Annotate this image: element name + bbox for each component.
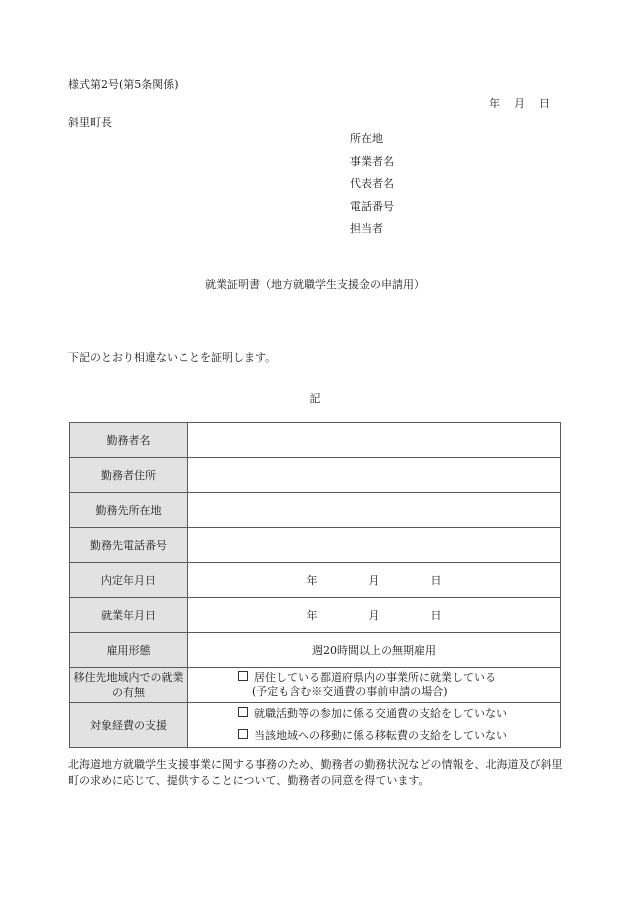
table-row: [70, 633, 561, 668]
table-row: [70, 563, 561, 598]
start-year-label: 年: [306, 609, 318, 622]
ki-heading: 記: [309, 392, 321, 405]
worker-address-label: 勤務者住所: [70, 458, 188, 493]
representative-label: 代表者名: [350, 177, 394, 190]
start-date-label: 就業年月日: [70, 598, 188, 633]
consent-note: 北海道地方就職学生支援事業に関する事務のため、勤務者の勤務状況などの情報を、北海道及び斜里町の求めに応じて、提供することについて、勤務者の同意を得ています。: [68, 758, 563, 787]
relocation-expense-checkbox[interactable]: [238, 729, 248, 739]
relocation-label: 移住先地域内での就業の有無: [70, 668, 188, 703]
workplace-phone-label: 勤務先電話番号: [70, 528, 188, 563]
certification-statement: 下記のとおり相違ないことを証明します。: [68, 351, 277, 364]
worker-address-field[interactable]: [188, 458, 561, 493]
table-row: [70, 703, 561, 748]
table-row: [70, 528, 561, 563]
company-info-block: [350, 132, 394, 245]
offer-day-label: 日: [430, 574, 442, 587]
date-month-label: 月: [514, 97, 525, 110]
table-row: [70, 668, 561, 703]
expense-option-1: [238, 703, 560, 725]
start-day-label: 日: [430, 609, 442, 622]
relocation-note: (予定も含む※交通費の事前申請の場合): [252, 685, 448, 698]
table-row: [70, 423, 561, 458]
worker-name-field[interactable]: [188, 423, 561, 458]
start-date-field[interactable]: [188, 598, 561, 633]
offer-year-label: 年: [306, 574, 318, 587]
workplace-phone-field[interactable]: [188, 528, 561, 563]
employment-type-label: 雇用形態: [70, 633, 188, 668]
document-title: 就業証明書（地方就職学生支援金の申請用）: [205, 278, 425, 291]
table-row: [70, 458, 561, 493]
relocation-option: [238, 671, 560, 685]
expense-support-label: 対象経費の支援: [70, 703, 188, 748]
contact-person-label: 担当者: [350, 222, 383, 235]
offer-date-field[interactable]: [188, 563, 561, 598]
workplace-address-label: 勤務先所在地: [70, 493, 188, 528]
form-number-label: 様式第2号(第5条関係): [68, 78, 179, 91]
addressee: 斜里町長: [68, 116, 112, 129]
offer-month-label: 月: [368, 574, 380, 587]
start-month-label: 月: [368, 609, 380, 622]
table-row: [70, 493, 561, 528]
date-year-label: 年: [489, 97, 500, 110]
issue-date-line: [489, 95, 550, 111]
offer-date-label: 内定年月日: [70, 563, 188, 598]
relocation-cell: [188, 668, 561, 703]
expense-option-2: [238, 725, 560, 747]
company-location-label: 所在地: [350, 132, 383, 145]
employment-type-value: 週20時間以上の無期雇用: [188, 633, 561, 668]
transport-checkbox[interactable]: [238, 707, 248, 717]
relocation-checkbox[interactable]: [238, 671, 248, 681]
expense-option-1-text: 就職活動等の参加に係る交通費の支給をしていない: [254, 707, 507, 720]
worker-name-label: 勤務者名: [70, 423, 188, 458]
date-day-label: 日: [539, 97, 550, 110]
phone-label: 電話番号: [350, 199, 394, 213]
table-row: [70, 598, 561, 633]
expense-support-cell: [188, 703, 561, 748]
workplace-address-field[interactable]: [188, 493, 561, 528]
expense-option-2-text: 当該地域への移動に係る移転費の支給をしていない: [254, 729, 507, 742]
company-name-label: 事業者名: [350, 154, 394, 168]
relocation-option-text: 居住している都道府県内の事業所に就業している: [254, 671, 496, 684]
certificate-table: [69, 422, 561, 748]
